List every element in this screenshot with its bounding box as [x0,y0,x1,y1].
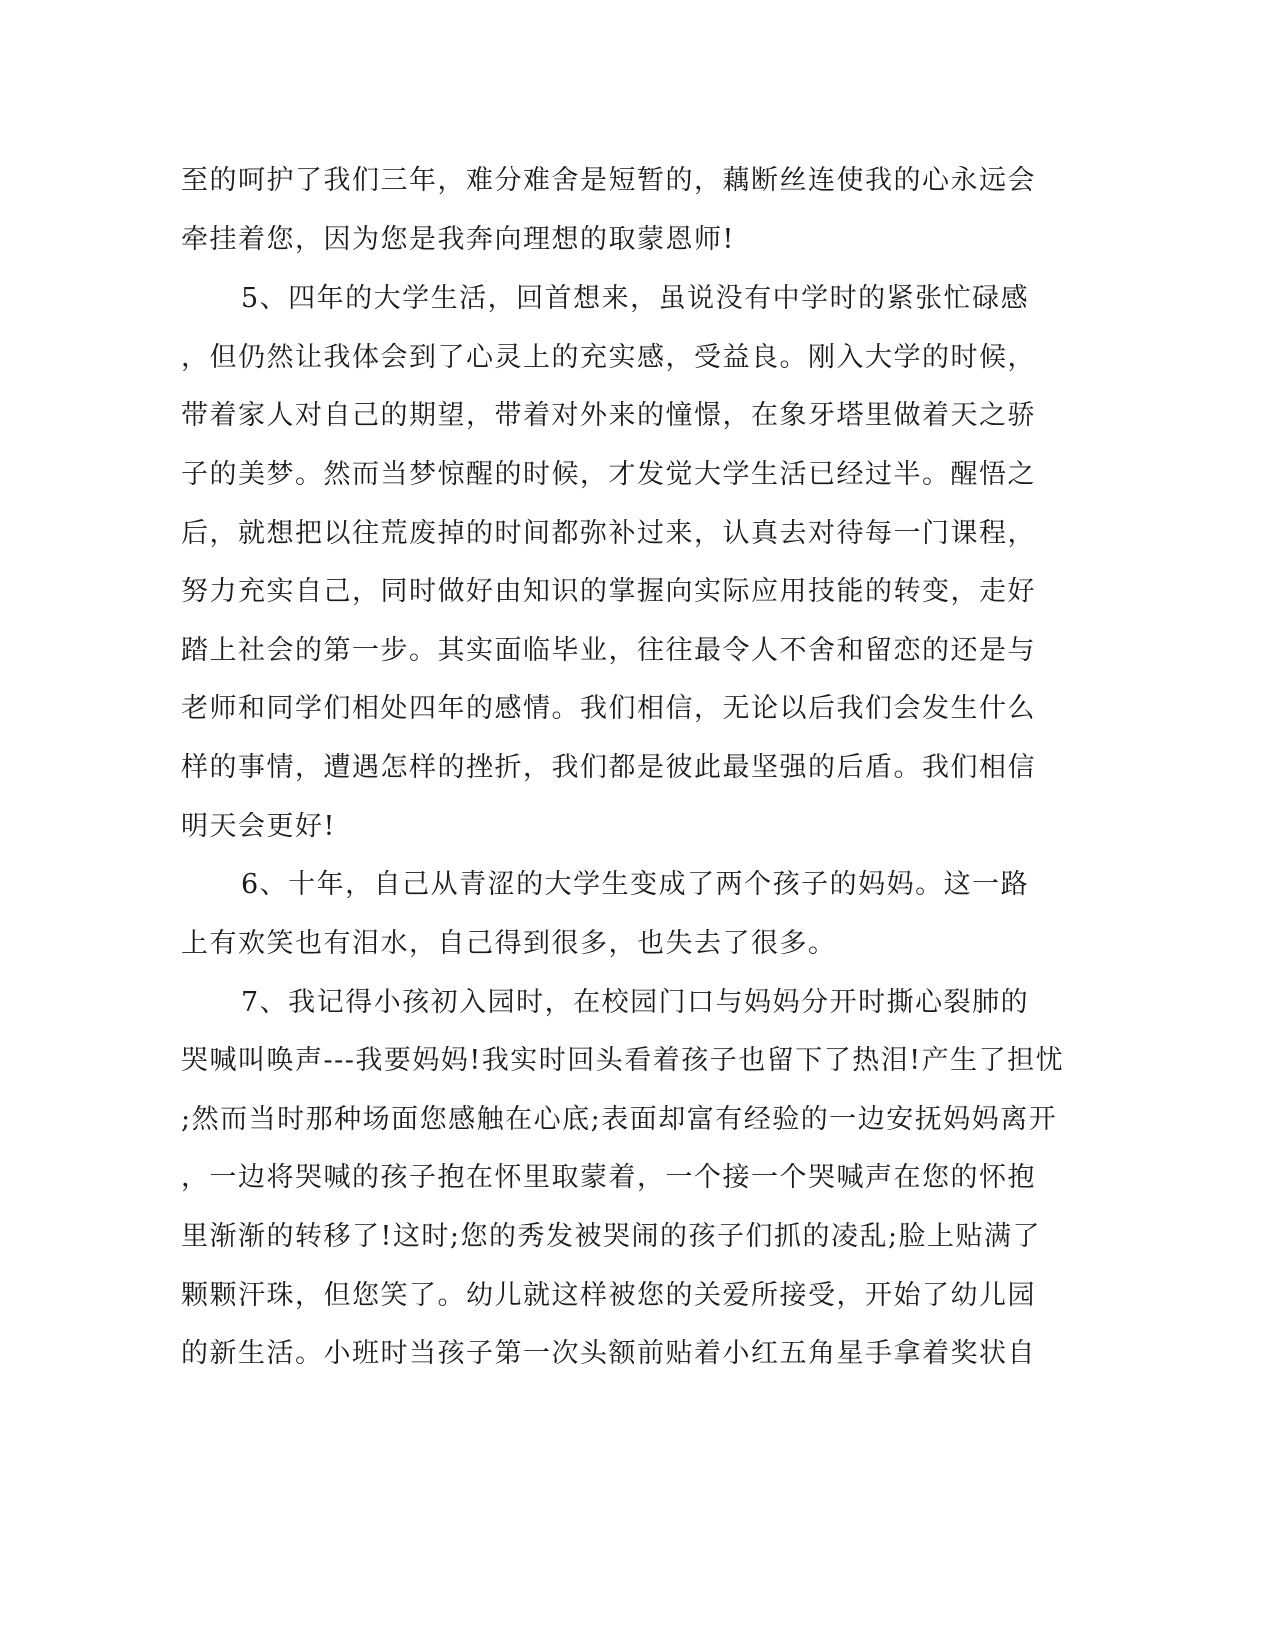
text-line: 后，就想把以往荒废掉的时间都弥补过来，认真去对待每一门课程， [181,518,1036,549]
text-line: 老师和同学们相处四年的感情。我们相信，无论以后我们会发生什么 [181,693,1036,724]
text-line: 上有欢笑也有泪水，自己得到很多，也失去了很多。 [181,928,837,959]
text-line: 里渐渐的转移了!这时;您的秀发被哭闹的孩子们抓的凌乱;脸上贴满了 [181,1221,1042,1252]
text-line: ，但仍然让我体会到了心灵上的充实感，受益良。刚入大学的时候， [181,342,1036,373]
text-line: 牵挂着您，因为您是我奔向理想的取蒙恩师! [181,224,735,255]
text-line: 踏上社会的第一步。其实面临毕业，往往最令人不舍和留恋的还是与 [181,635,1036,666]
paragraph-7-start: 7、我记得小孩初入园时，在校园门口与妈妈分开时撕心裂肺的 [241,987,1030,1018]
text-line: 子的美梦。然而当梦惊醒的时候，才发觉大学生活已经过半。醒悟之 [181,459,1036,490]
text-line: 哭喊叫唤声---我要妈妈!我实时回头看着孩子也留下了热泪!产生了担忧 [181,1045,1065,1076]
text-line: 颗颗汗珠，但您笑了。幼儿就这样被您的关爱所接受，开始了幼儿园 [181,1280,1036,1311]
text-line: ;然而当时那种场面您感触在心底;表面却富有经验的一边安抚妈妈离开 [181,1104,1058,1135]
text-line: 带着家人对自己的期望，带着对外来的憧憬，在象牙塔里做着天之骄 [181,400,1036,431]
text-line: 明天会更好! [181,811,336,842]
paragraph-6-start: 6、十年，自己从青涩的大学生变成了两个孩子的妈妈。这一路 [241,869,1030,900]
text-line: 样的事情，遭遇怎样的挫折，我们都是彼此最坚强的后盾。我们相信 [181,752,1036,783]
text-line: 的新生活。小班时当孩子第一次头额前贴着小红五角星手拿着奖状自 [181,1338,1036,1369]
text-line: 至的呵护了我们三年，难分难舍是短暂的，藕断丝连使我的心永远会 [181,165,1036,196]
paragraph-5-start: 5、四年的大学生活，回首想来，虽说没有中学时的紧张忙碌感 [241,283,1030,314]
text-line: 努力充实自己，同时做好由知识的掌握向实际应用技能的转变，走好 [181,576,1036,607]
text-line: ，一边将哭喊的孩子抱在怀里取蒙着，一个接一个哭喊声在您的怀抱 [181,1162,1036,1193]
